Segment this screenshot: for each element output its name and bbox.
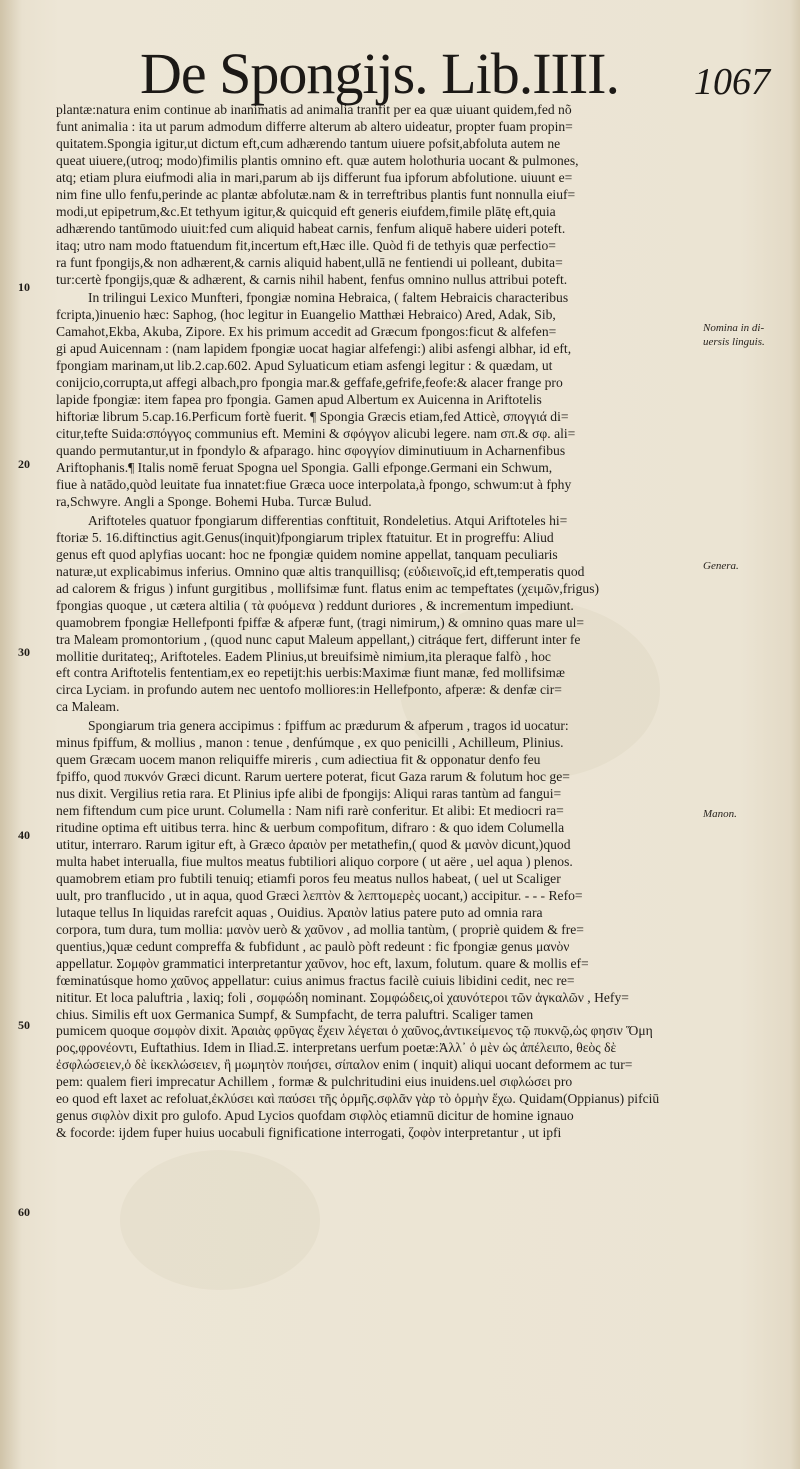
- text-line: eft contra Ariftotelis fententiam,ex eo repetijt:his uerbis:Maximæ fiunt manæ, fed mollifsimæ: [56, 665, 565, 681]
- text-line: queat uiuere,(utroq; modo)fimilis plantis omnino eft. quæ autem holothuria uocant & pulmones,: [56, 152, 579, 168]
- text-line: Camahot,Ekba, Akuba, Zipore. Ex his primum accedit ad Græcum fpongos:ficut & alfefen=: [56, 324, 557, 340]
- page-number: 1067: [694, 61, 770, 103]
- text-line: genus σιφλὸν dixit pro gulofo. Apud Lycios quofdam σιφλὸς etiamnū dicitur de homine ignauo: [56, 1108, 574, 1124]
- text-line: ra funt fpongijs,& non adhærent,& carnis aliquid habent,ullā ne fentiendi ui polleant, dubita=: [56, 254, 563, 270]
- text-line: adhærendo tantūmodo uiuit:fed cum aliquid habeat carnis, fenfum aliquē habere uideri poteft.: [56, 220, 566, 236]
- text-line: ra,Schwyre. Angli a Sponge. Bohemi Huba. Turcæ Bulud.: [56, 493, 372, 509]
- text-line: nus dixit. Vergilius retia rara. Et Plinius ipfe alibi de fpongijs: Aliqui raras tantùm ad fangui=: [56, 786, 562, 802]
- text-line: In trilingui Lexico Munfteri, fpongiæ nomina Hebraica, ( faltem Hebraicis characteribus: [88, 290, 569, 306]
- text-line: quamobrem etiam pro fubtili tenuiq; etiamfi poros feu meatus nullos habeat, ( uel ut Scaliger: [56, 870, 561, 886]
- text-line: ad calorem & frigus ) infunt gurgitibus , mollifsimæ funt. flatus enim ac tempeftates (χειμῶν,frigus): [56, 580, 600, 596]
- line-number-20: 20: [18, 457, 30, 471]
- text-line: fpongias quoque , ut cætera altilia ( τὰ φυόμενα ) reddunt duriores , & incrementum impediunt.: [56, 597, 574, 613]
- text-line: gi apud Auicennam : (nam lapidem fpongiæ uocat hagiar alfefengi:) alibi asfengi albhar, id eft,: [56, 341, 572, 357]
- text-line: tra Maleam promontorium , (quod nunc caput Maleum appellant,) citráque fert, differunt inter fe: [56, 631, 581, 647]
- text-line: appellatur. Σομφὸν grammatici interpretantur χαῦνον, hoc eft, laxum, folutum. quare & mollis ef=: [56, 955, 589, 971]
- line-number-10: 10: [18, 280, 30, 294]
- line-number-40: 40: [18, 828, 30, 842]
- text-line: utitur, interraro. Rarum igitur eft, à Græco ἀραιὸν per metathefin,( quod & μανὸν dicunt,)quod: [56, 836, 571, 852]
- text-line: nititur. Et loca paluftria , laxiq; foli , σομφώδη nominant. Σομφώδεις,οἱ χαυνότεροι τῶν ἀγκαλῶν , Hefy=: [56, 989, 629, 1005]
- text-line: fpiffo, quod πυκνόν Græci dicunt. Rarum uertere poterat, ficut Gaza rarum & folutum hoc ge=: [56, 769, 570, 785]
- text-line: circa Lyciam. in profundo autem nec uentofo molliores:in Hellefponto, afperæ: & denfæ cir=: [56, 682, 562, 698]
- text-line: quamobrem fpongiæ Hellefponti fpiffæ & afperæ funt, (tragi nimirum,) & omnino quas mare ul=: [56, 614, 585, 630]
- paragraph: [56, 718, 732, 1142]
- page-header: [130, 40, 770, 110]
- text-line: conijcio,corrupta,ut affegi albach,pro fpongia mar.& geffafe,gefrife,feofe:& alacer frange pro: [56, 375, 563, 391]
- text-line: nem fiftendum cum pice urunt. Columella : Nam nifi rarè conferitur. Et alibi: Et mediocri ra=: [56, 803, 564, 819]
- text-line: ftoriæ 5. 16.diftinctius agit.Genus(inquit)fpongiarum triplex ftatuitur. Et in progreffu: Aliud: [56, 529, 554, 545]
- text-line: itaq; utro nam modo ftatuendum fit,incertum eft,Hæc ille. Quòd fi de tethyis quæ perfectio=: [56, 237, 556, 253]
- margin-note-genera: Genera.: [703, 560, 739, 572]
- paragraph: [56, 290, 732, 510]
- running-title: De Spongijs. Lib.IIII.: [140, 41, 619, 106]
- text-line: plantæ:natura enim continue ab inanimatis ad animalia tranfit per ea quæ uiuant quidem,fed nõ: [56, 102, 572, 117]
- text-line: quem Græcam uocem manon reliquiffe mireris , cum adiectiua fit & opponatur denfo feu: [56, 752, 541, 768]
- text-line: ca Maleam.: [56, 699, 120, 715]
- text-line: funt animalia : ita ut parum admodum differre alterum ab altero uideatur, propter fuam propin=: [56, 118, 573, 134]
- text-line: ritudine optima eft uitibus terra. hinc & uerbum compofitum, difraro : & quo idem Columella: [56, 820, 565, 836]
- text-line: corpora, tum dura, tum mollia: μανὸν uerò & χαῦνον , ad mollia tantùm, ( propriè quidem & fre=: [56, 921, 584, 937]
- text-line: fpongiam marinam,ut lib.2.cap.602. Apud Syluaticum etiam asfengi legitur : & quædam, ut: [56, 358, 553, 374]
- text-line: ἐσφλώσειεν,ὁ δὲ ἰκεκλώσειεν, ἢ μωμητὸν ποιήσει, σίπαλον enim ( inquit) aliqui uocant deformem ac tur=: [56, 1057, 633, 1073]
- margin-note-linguis: uersis linguis.: [703, 336, 765, 348]
- text-line: chius. Similis eft uox Germanica Sumpf, & Sumpfacht, de terra paluftri. Scaliger tamen: [56, 1006, 534, 1022]
- text-line: quentius,)quæ cedunt compreffa & fubfidunt , ac paulò pòft redeunt : fic fpongiæ genus μανὸν: [56, 938, 570, 954]
- text-line: naturæ,ut explicabimus inferius. Omnino quæ altis tranquillisq; (εὐδιεινοῖς,id eft,temperatis quod: [56, 563, 585, 579]
- text-line: multa habet interualla, fiue multos meatus fubtiliori aliquo corpore ( ut aëre , uel aqua ) plenos.: [56, 853, 573, 869]
- text-line: uult, pro tranflucido , ut in aqua, quod Græci λεπτὸν & λεπτομερὲς uocant,) accipitur. - - - Refo=: [56, 887, 583, 903]
- text-line: hiftoriæ librum 5.cap.16.Perficum fortè fuerit. ¶ Spongia Græcis etiam,fed Atticè, σπογγιά di=: [56, 409, 569, 425]
- text-line: tur:certè fpongijs,quæ & adhærent, & carnis nihil habent, fenfus omnino nullus attribui poteft.: [56, 271, 568, 287]
- text-line: nim fine ullo fenfu,perinde ac plantæ abfolutæ.nam & in terreftribus plantis funt nonnulla eiuf=: [56, 186, 576, 202]
- text-line: pem: qualem fieri imprecatur Achillem , formæ & pulchritudini eius inuidens.uel σιφλώσει pro: [56, 1074, 573, 1090]
- text-line: fœminatúsque homo χαῦνος appellatur: cuius animus fractus facilè cuiuis libidini cedit, nec re=: [56, 972, 575, 988]
- text-line: modi,ut epipetrum,&c.Et tethyum igitur,& quicquid eft generis eiufdem,fimile plātę eft,quia: [56, 203, 556, 219]
- text-line: quando permutantur,ut in fpondylo & afparago. hinc σφογγίον diminutiuum in Acharnenfibus: [56, 443, 566, 459]
- text-line: Ariftophanis.¶ Italis nomē feruat Spogna uel Spongia. Galli efponge.Germani ein Schwum,: [56, 460, 553, 476]
- text-line: Ariftoteles quatuor fpongiarum differentias conftituit, Rondeletius. Atqui Ariftoteles hi=: [88, 512, 568, 528]
- text-line: pumicem quoque σομφὸν dixit. Ἀραιὰς φρῦγας ἔχειν λέγεται ὁ χαῦνος,ἀντικείμενος τῷ πυκνῷ,ὡς φησιν Ὅμη: [56, 1023, 653, 1039]
- text-line: Spongiarum tria genera accipimus : fpiffum ac prædurum & afperum , tragos id uocatur:: [88, 718, 569, 734]
- paragraph: [56, 102, 732, 288]
- paper-stain: [120, 1150, 320, 1290]
- text-line: mollitie duritateq;, Ariftoteles. Eadem Plinius,ut breuifsimè nimium,ita pleraque falfò , hoc: [56, 648, 551, 664]
- line-number-30: 30: [18, 645, 30, 659]
- text-line: fcripta,)inuenio hæc: Saphog, (hoc legitur in Euangelio Matthæi Hebraico) Ared, Adak, Sib,: [56, 307, 556, 323]
- text-line: genus eft quod aplyfias uocant: hoc ne fpongiæ quidem nomine appellat, tanquam peculiaris: [56, 546, 558, 562]
- text-line: lapide fpongiæ: item fapea pro fpongia. Gamen apud Albertum ex Auicenna in Ariftotelis: [56, 392, 542, 408]
- line-number-60: 60: [18, 1205, 30, 1219]
- text-line: lutaque tellus In liquidas rarefcit aquas , Ouidius. Ἀραιὸν latius patere puto ad omnia rara: [56, 904, 543, 920]
- paragraph: [56, 513, 732, 716]
- text-line: citur,tefte Suida:σπόγγος communius eft. Memini & σφόγγον alicubi legere. nam σπ.& σφ. ali=: [56, 426, 576, 442]
- margin-note-manon: Manon.: [703, 808, 737, 820]
- text-line: quitatem.Spongia igitur,ut dictum eft,cum adhærendo tantum uiuere pofsit,abfoluta autem ne: [56, 135, 561, 151]
- margin-note-nomina: Nomina in di-: [703, 322, 765, 334]
- text-line: fiue à natādo,quòd leuitate fua innatet:fiue Græca uoce interpolata,à fpongo, schwum:ut à fphy: [56, 476, 572, 492]
- text-line: atq; etiam plura eiufmodi alia in mari,parum ab ijs differunt fua ipforum abfolutione. uiuunt e=: [56, 169, 573, 185]
- text-line: & focorde: ijdem fuper huius uocabuli fignificatione interrogati, ζοφὸν interpretantur , ut ipfi: [56, 1125, 562, 1141]
- line-number-50: 50: [18, 1018, 30, 1032]
- main-text: [56, 102, 732, 1144]
- text-line: eo quod eft laxet ac refoluat,ἐκλύσει καὶ παύσει τῆς ὁρμῆς.σφλᾶν γὰρ τὸ ὁρμὴν ἔχω. Quidam(Oppianus) pifciū: [56, 1091, 660, 1107]
- text-line: ρος,φρονέοντι, Euftathius. Idem in Iliad.Ξ. interpretans uerfum poetæ:Ἀλλ᾽ ὁ μὲν ὡς ἀπέλειπο, θεὸς δὲ: [56, 1040, 617, 1056]
- text-line: minus fpiffum, & mollius , manon : tenue , denfúmque , ex quo penicilli , Achilleum, Plinius.: [56, 735, 564, 751]
